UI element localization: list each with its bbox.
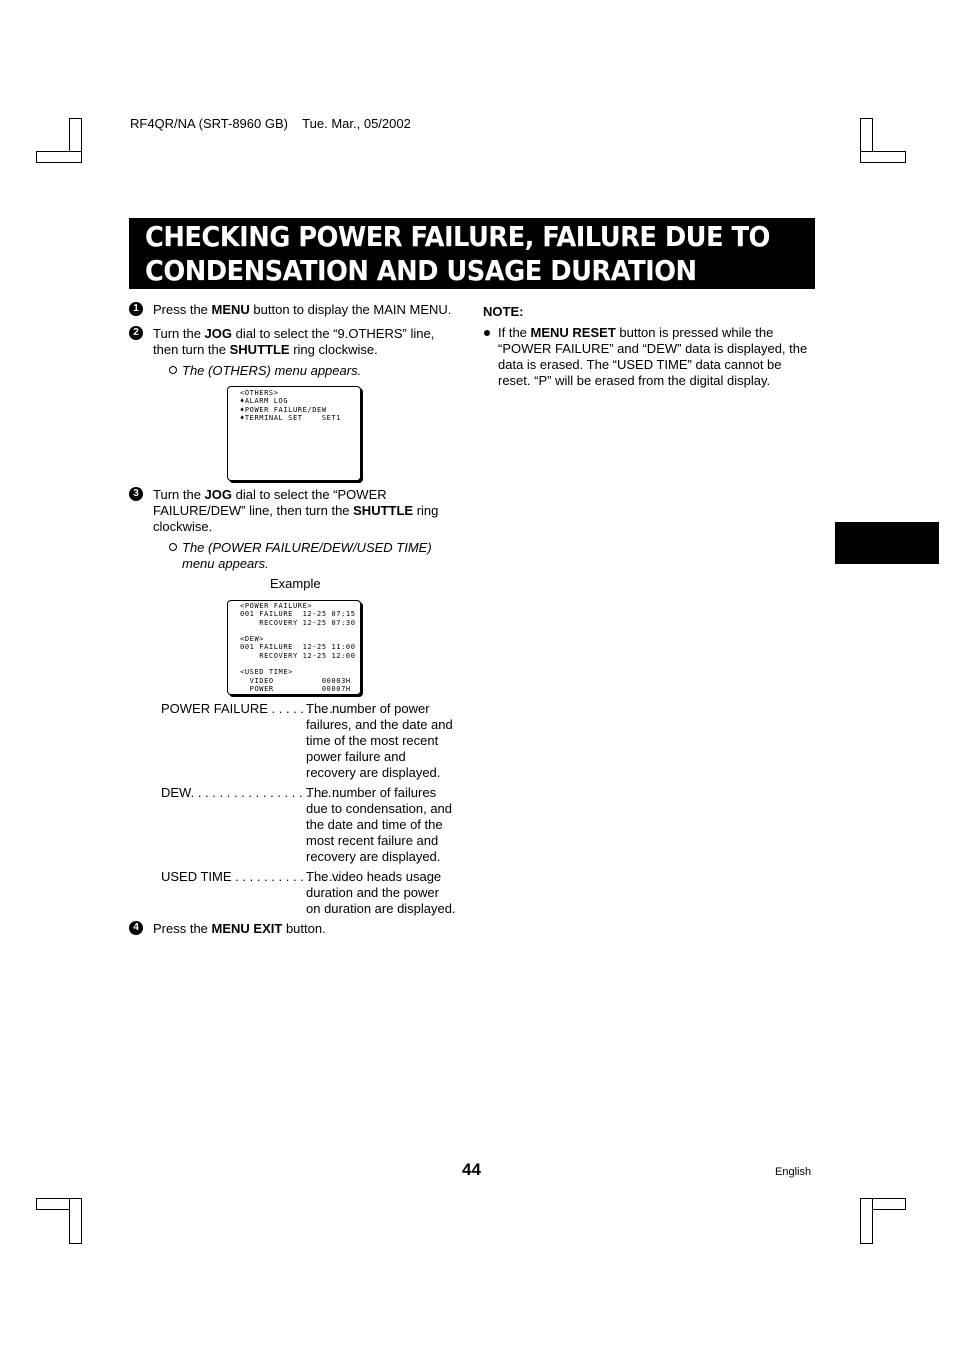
term-description: The video heads usage duration and the power on duration are displayed. (306, 869, 456, 916)
result-bullet-icon (169, 543, 177, 551)
step-3-text: Turn the JOG dial to select the “POWER FAILURE/DEW” line, then turn the SHUTTLE ring clockwise. (153, 487, 439, 534)
step-1-text: Press the MENU button to display the MAIN MENU. (153, 302, 452, 317)
term-description: The number of failures due to condensation, and the date and time of the most recent failure and recovery are displayed. (306, 785, 453, 864)
title-line-1: CHECKING POWER FAILURE, FAILURE DUE TO (145, 220, 770, 253)
example-label: Example (270, 576, 321, 591)
term-label: POWER FAILURE . . . . . . . . . . (161, 701, 341, 716)
power-failure-menu-screen (227, 600, 361, 695)
term-label: DEW. . . . . . . . . . . . . . . . . . . . . (161, 785, 339, 800)
document-reference: RF4QR/NA (SRT-8960 GB) Tue. Mar., 05/2002 (130, 116, 411, 131)
note-title: NOTE: (483, 304, 524, 319)
screen-line: ♦TERMINAL SET SET1 (240, 413, 342, 422)
language-label: English (775, 1166, 812, 1178)
screen-line: <DEW> (240, 635, 265, 644)
section-tab (835, 522, 939, 564)
result-bullet-icon (169, 366, 177, 374)
screen-line: VIDEO 00003H (240, 676, 351, 685)
step-3-result: The (POWER FAILURE/DEW/USED TIME) menu appears. (182, 540, 432, 571)
screen-line: 001 FAILURE 12-25 11:00 (240, 643, 356, 652)
step-2-number: 2 (129, 326, 143, 340)
term-description: The number of power failures, and the date and time of the most recent power failure and recovery are displayed. (306, 701, 453, 780)
step-4-text: Press the MENU EXIT button. (153, 921, 326, 936)
screen-line: RECOVERY 12-25 12:00 (240, 651, 356, 660)
step-2-result: The (OTHERS) menu appears. (182, 363, 362, 378)
term-label: USED TIME . . . . . . . . . . . . . . . (161, 869, 340, 884)
screen-line: <OTHERS> (240, 389, 279, 397)
screen-line: POWER 00007H (240, 684, 351, 693)
screen-line: <USED TIME> (240, 668, 293, 677)
screen-line: <POWER FAILURE> (240, 602, 313, 610)
note-text: If the MENU RESET button is pressed while the “POWER FAILURE” and “DEW” data is displayed, the data is erased. The “USED TIME” data cannot be reset. “P” will be erased from the digital display. (498, 325, 808, 388)
screen-line (240, 627, 356, 635)
screen-line: 001 FAILURE 12-25 07:15 (240, 610, 356, 619)
step-1-number: 1 (129, 302, 143, 316)
screen-line: ♦POWER FAILURE/DEW (240, 405, 327, 414)
step-2-text: Turn the JOG dial to select the “9.OTHERS” line, then turn the SHUTTLE ring clockwise. (153, 326, 435, 357)
page-number: 44 (462, 1160, 481, 1179)
screen-line: RECOVERY 12-25 07:30 (240, 618, 356, 627)
screen-line: ♦ALARM LOG (240, 397, 289, 406)
step-3-number: 3 (129, 487, 143, 501)
page-title (145, 220, 770, 288)
step-4-number: 4 (129, 921, 143, 935)
note-bullet-icon (484, 330, 490, 336)
screen-line (240, 660, 356, 668)
title-line-2: CONDENSATION AND USAGE DURATION (145, 254, 697, 287)
others-menu-screen (227, 386, 361, 481)
